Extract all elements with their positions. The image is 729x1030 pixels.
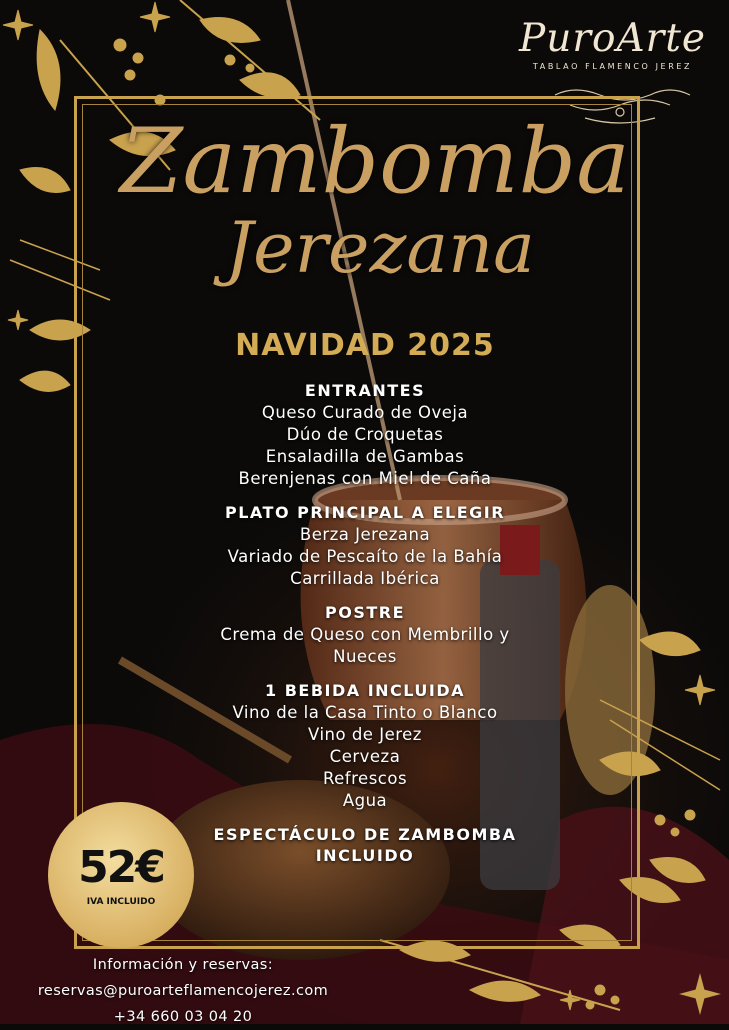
section-title: POSTRE: [324, 603, 405, 622]
section-title: 1 BEBIDA INCLUIDA: [264, 681, 466, 700]
menu: [180, 380, 550, 866]
contact-info: [0, 952, 366, 1030]
menu-item: Ensaladilla de Gambas: [265, 447, 465, 466]
menu-item: Dúo de Croquetas: [286, 425, 444, 444]
menu-item: Carrillada Ibérica: [290, 569, 440, 588]
price-value: 52€: [78, 842, 164, 893]
logo-tagline: TABLAO FLAMENCO JEREZ: [532, 62, 693, 71]
section-entrantes: [180, 380, 550, 490]
menu-item: Vino de Jerez: [308, 725, 422, 744]
menu-item: Berza Jerezana: [299, 525, 431, 544]
show-line: ESPECTÁCULO DE ZAMBOMBA: [213, 825, 517, 844]
price-badge: [48, 802, 194, 948]
show-included: [180, 824, 550, 866]
contact-email[interactable]: reservas@puroarteflamencojerez.com: [37, 983, 329, 999]
title-line-1: Zambomba: [120, 109, 630, 214]
event-subtitle: NAVIDAD 2025: [235, 328, 495, 363]
menu-item: Queso Curado de Oveja: [261, 403, 469, 422]
price-note: IVA INCLUIDO: [86, 897, 156, 907]
contact-label: Información y reservas:: [92, 957, 274, 973]
section-bebida: [180, 680, 550, 812]
section-title: PLATO PRINCIPAL A ELEGIR: [224, 503, 506, 522]
title-line-2: Jerezana: [225, 207, 535, 289]
menu-item: Agua: [342, 791, 388, 810]
menu-item: Cerveza: [329, 747, 401, 766]
menu-item: Crema de Queso con Membrillo y: [220, 625, 510, 644]
menu-item: Vino de la Casa Tinto o Blanco: [232, 703, 498, 722]
menu-item: Nueces: [333, 647, 397, 666]
brand-logo: [500, 18, 725, 71]
logo-name: PuroArte: [518, 16, 707, 61]
section-principal: [180, 502, 550, 590]
section-title: ENTRANTES: [304, 381, 426, 400]
menu-item: Berenjenas con Miel de Caña: [238, 469, 492, 488]
menu-item: Refrescos: [322, 769, 408, 788]
show-line: INCLUIDO: [315, 846, 415, 865]
menu-item: Variado de Pescaíto de la Bahía: [227, 547, 503, 566]
contact-phone[interactable]: +34 660 03 04 20: [113, 1009, 253, 1025]
section-postre: [180, 602, 550, 668]
